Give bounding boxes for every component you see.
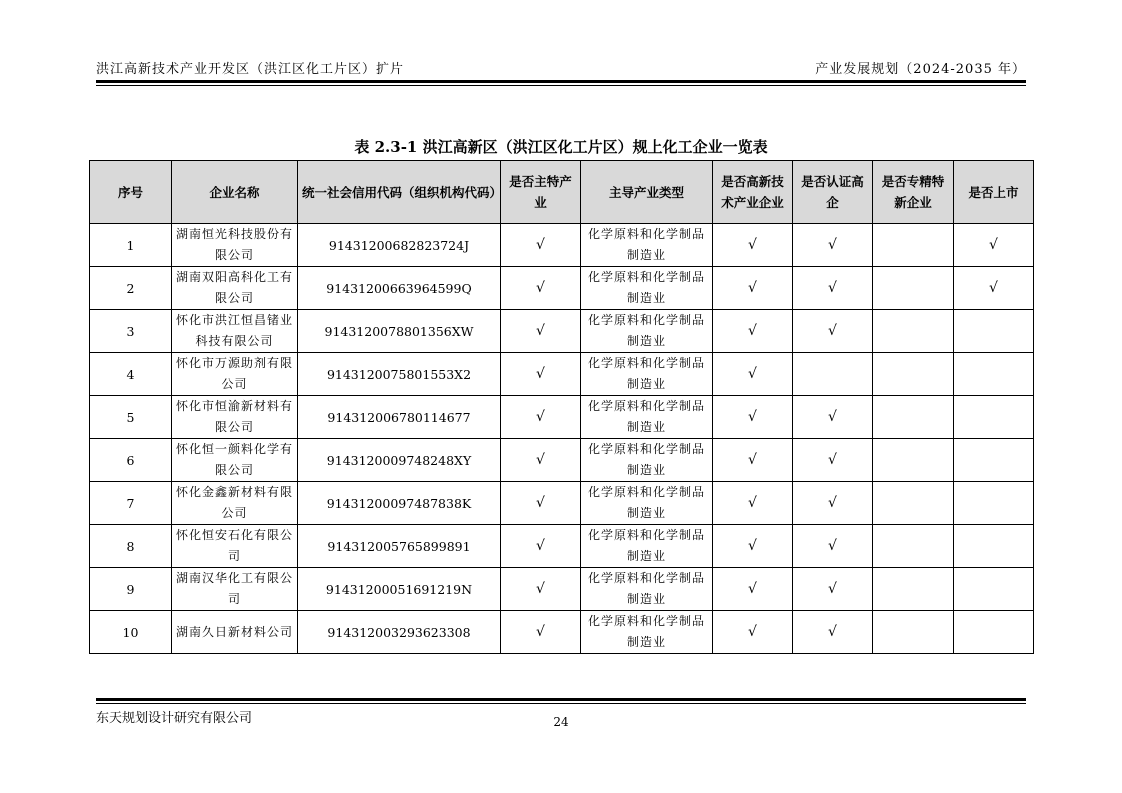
column-header-name: 企业名称 [172, 161, 298, 224]
cell-code: 91431200051691219N [298, 568, 501, 611]
cell-listed: √ [954, 224, 1034, 267]
cell-certified: √ [793, 267, 873, 310]
cell-hightech: √ [713, 310, 793, 353]
cell-industry-type: 化学原料和化学制品制造业 [581, 568, 713, 611]
table-row [90, 439, 1034, 482]
cell-name: 湖南久日新材料公司 [172, 611, 298, 654]
cell-name: 怀化市恒渝新材料有限公司 [172, 396, 298, 439]
running-header-left: 洪江高新技术产业开发区（洪江区化工片区）扩片 [96, 62, 405, 77]
cell-certified: √ [793, 224, 873, 267]
cell-name: 怀化恒一颜料化学有限公司 [172, 439, 298, 482]
cell-no: 1 [90, 224, 172, 267]
cell-name: 湖南双阳高科化工有限公司 [172, 267, 298, 310]
cell-no: 6 [90, 439, 172, 482]
running-header-right: 产业发展规划（2024-2035 年） [815, 62, 1026, 77]
cell-specialized [873, 267, 954, 310]
table-row [90, 310, 1034, 353]
cell-code: 914312003293623308 [298, 611, 501, 654]
header-rule [96, 80, 1026, 83]
column-header-certified: 是否认证高企 [793, 161, 873, 224]
cell-industry-type: 化学原料和化学制品制造业 [581, 611, 713, 654]
cell-no: 5 [90, 396, 172, 439]
cell-certified [793, 353, 873, 396]
cell-main-industry: √ [501, 525, 581, 568]
column-header-no: 序号 [90, 161, 172, 224]
cell-hightech: √ [713, 439, 793, 482]
header-rule-thin [96, 85, 1026, 86]
cell-main-industry: √ [501, 611, 581, 654]
cell-hightech: √ [713, 396, 793, 439]
table-row [90, 396, 1034, 439]
cell-code: 9143120075801553X2 [298, 353, 501, 396]
cell-industry-type: 化学原料和化学制品制造业 [581, 353, 713, 396]
column-header-code: 统一社会信用代码（组织机构代码） [298, 161, 501, 224]
cell-code: 91431200097487838K [298, 482, 501, 525]
cell-certified: √ [793, 611, 873, 654]
cell-hightech: √ [713, 267, 793, 310]
footer-rule-thin [96, 703, 1026, 704]
cell-code: 9143120078801356XW [298, 310, 501, 353]
cell-listed [954, 439, 1034, 482]
cell-industry-type: 化学原料和化学制品制造业 [581, 525, 713, 568]
cell-main-industry: √ [501, 439, 581, 482]
cell-specialized [873, 310, 954, 353]
cell-specialized [873, 482, 954, 525]
cell-industry-type: 化学原料和化学制品制造业 [581, 396, 713, 439]
cell-no: 3 [90, 310, 172, 353]
cell-name: 湖南汉华化工有限公司 [172, 568, 298, 611]
cell-name: 怀化市洪江恒昌锗业科技有限公司 [172, 310, 298, 353]
column-header-industry-type: 主导产业类型 [581, 161, 713, 224]
cell-certified: √ [793, 439, 873, 482]
table-row [90, 525, 1034, 568]
cell-specialized [873, 353, 954, 396]
cell-main-industry: √ [501, 353, 581, 396]
cell-no: 7 [90, 482, 172, 525]
cell-certified: √ [793, 310, 873, 353]
cell-no: 9 [90, 568, 172, 611]
cell-main-industry: √ [501, 396, 581, 439]
cell-code: 914312006780114677 [298, 396, 501, 439]
cell-name: 湖南恒光科技股份有限公司 [172, 224, 298, 267]
cell-code: 91431200682823724J [298, 224, 501, 267]
cell-hightech: √ [713, 611, 793, 654]
cell-certified: √ [793, 396, 873, 439]
cell-code: 91431200663964599Q [298, 267, 501, 310]
cell-listed [954, 482, 1034, 525]
cell-specialized [873, 224, 954, 267]
cell-industry-type: 化学原料和化学制品制造业 [581, 224, 713, 267]
cell-listed [954, 310, 1034, 353]
cell-hightech: √ [713, 525, 793, 568]
table-row [90, 568, 1034, 611]
column-header-hightech: 是否高新技术产业企业 [713, 161, 793, 224]
cell-name: 怀化市万源助剂有限公司 [172, 353, 298, 396]
table-row [90, 482, 1034, 525]
cell-listed [954, 396, 1034, 439]
cell-listed: √ [954, 267, 1034, 310]
page-number: 24 [553, 715, 569, 729]
cell-hightech: √ [713, 353, 793, 396]
cell-main-industry: √ [501, 310, 581, 353]
column-header-main-industry: 是否主特产业 [501, 161, 581, 224]
cell-main-industry: √ [501, 267, 581, 310]
cell-hightech: √ [713, 224, 793, 267]
cell-no: 2 [90, 267, 172, 310]
cell-certified: √ [793, 568, 873, 611]
table-row [90, 353, 1034, 396]
cell-name: 怀化恒安石化有限公司 [172, 525, 298, 568]
cell-no: 4 [90, 353, 172, 396]
cell-specialized [873, 611, 954, 654]
cell-industry-type: 化学原料和化学制品制造业 [581, 439, 713, 482]
cell-main-industry: √ [501, 224, 581, 267]
table-title: 表 2.3-1 洪江高新区（洪江区化工片区）规上化工企业一览表 [354, 138, 768, 156]
cell-listed [954, 611, 1034, 654]
cell-industry-type: 化学原料和化学制品制造业 [581, 310, 713, 353]
cell-main-industry: √ [501, 482, 581, 525]
cell-no: 8 [90, 525, 172, 568]
cell-industry-type: 化学原料和化学制品制造业 [581, 267, 713, 310]
cell-code: 9143120009748248XY [298, 439, 501, 482]
table-row [90, 267, 1034, 310]
cell-no: 10 [90, 611, 172, 654]
cell-hightech: √ [713, 568, 793, 611]
cell-specialized [873, 439, 954, 482]
table-row [90, 611, 1034, 654]
cell-specialized [873, 568, 954, 611]
cell-certified: √ [793, 525, 873, 568]
cell-listed [954, 568, 1034, 611]
table-row [90, 224, 1034, 267]
column-header-listed: 是否上市 [954, 161, 1034, 224]
cell-specialized [873, 525, 954, 568]
enterprise-table [89, 160, 1034, 654]
cell-name: 怀化金鑫新材料有限公司 [172, 482, 298, 525]
cell-main-industry: √ [501, 568, 581, 611]
column-header-specialized: 是否专精特新企业 [873, 161, 954, 224]
cell-specialized [873, 396, 954, 439]
cell-hightech: √ [713, 482, 793, 525]
table-body [90, 224, 1034, 654]
cell-listed [954, 525, 1034, 568]
table-header-row [90, 161, 1034, 224]
cell-code: 914312005765899891 [298, 525, 501, 568]
footer-company: 东天规划设计研究有限公司 [96, 711, 253, 726]
cell-listed [954, 353, 1034, 396]
footer-rule [96, 698, 1026, 701]
cell-industry-type: 化学原料和化学制品制造业 [581, 482, 713, 525]
cell-certified: √ [793, 482, 873, 525]
